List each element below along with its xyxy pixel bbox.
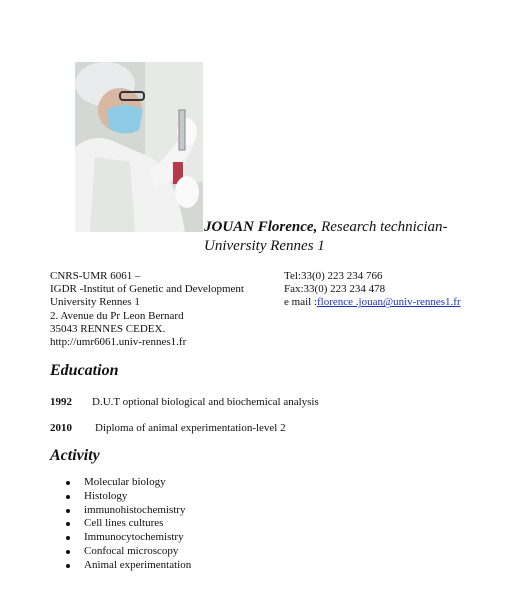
contact-block — [284, 270, 461, 310]
address-block — [50, 270, 244, 349]
activity-heading: Activity — [50, 447, 100, 464]
list-item: Cell lines cultures — [64, 517, 191, 531]
fax-number: Fax:33(0) 223 234 478 — [284, 283, 386, 296]
list-item: Immunocytochemistry — [64, 531, 191, 545]
activity-list — [64, 476, 191, 573]
email-label: e mail : — [284, 296, 317, 309]
list-item: Histology — [64, 490, 191, 504]
list-item: immunohistochemistry — [64, 504, 191, 518]
education-entry — [50, 395, 319, 409]
address-line: 2. Avenue du Pr Leon Bernard — [50, 309, 184, 322]
address-line: CNRS-UMR 6061 – — [50, 270, 141, 282]
address-line: IGDR -Institut of Genetic and Development — [50, 283, 244, 296]
education-year: 1992 — [50, 396, 72, 408]
list-item: Confocal microscopy — [64, 545, 191, 559]
education-entry — [50, 421, 286, 435]
person-name: JOUAN Florence, — [204, 219, 318, 235]
profile-photo — [75, 62, 203, 232]
email-link[interactable]: florence .jouan@univ-rennes1.fr — [317, 296, 461, 309]
name-title-line — [204, 218, 448, 237]
list-item: Molecular biology — [64, 476, 191, 490]
education-heading: Education — [50, 362, 119, 379]
job-title: Research technician- — [321, 219, 448, 235]
education-text: Diploma of animal experimentation-level 2 — [95, 422, 286, 434]
email-line — [284, 296, 461, 309]
education-year: 2010 — [50, 422, 72, 434]
institution-line: University Rennes 1 — [204, 238, 325, 254]
education-text: D.U.T optional biological and biochemical analysis — [92, 396, 319, 408]
website-text: http://umr6061.univ-rennes1.fr — [50, 336, 187, 349]
phone-number: Tel:33(0) 223 234 766 — [284, 270, 383, 282]
address-line: University Rennes 1 — [50, 296, 140, 309]
list-item: Animal experimentation — [64, 559, 191, 573]
address-line: 35043 RENNES CEDEX. — [50, 322, 166, 335]
